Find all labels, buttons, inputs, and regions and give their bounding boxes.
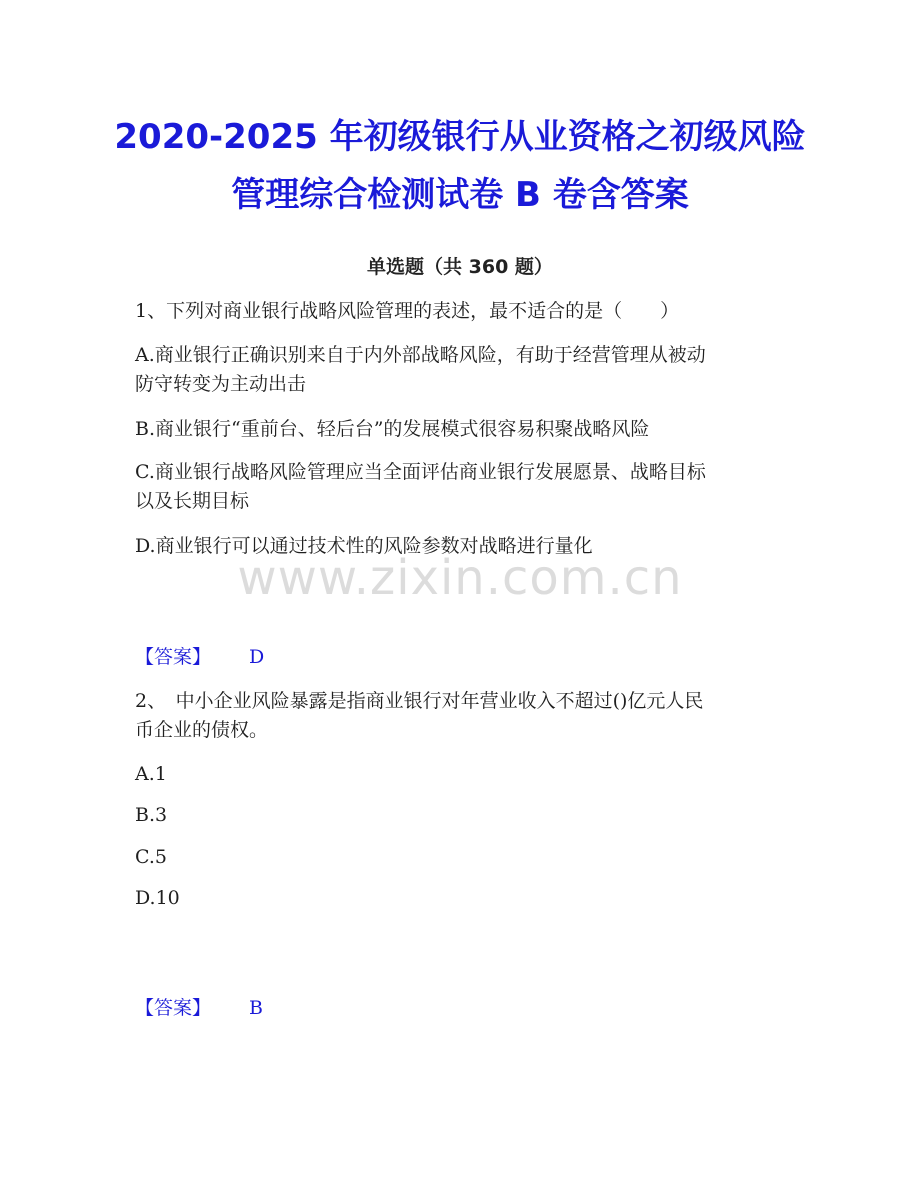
question-1-option-b: B.商业银行“重前台、轻后台”的发展模式很容易积聚战略风险: [135, 418, 650, 440]
document-title: 2020-2025 年初级银行从业资格之初级风险管理综合检测试卷 B 卷含答案: [114, 117, 806, 215]
question-1-option-a-line-1: A.商业银行正确识别来自于内外部战略风险，有助于经营管理从被动: [135, 344, 706, 366]
question-2-stem-line-1: 2、 中小企业风险暴露是指商业银行对年营业收入不超过()亿元人民: [135, 690, 704, 712]
question-2-option-b: B.3: [135, 804, 168, 826]
question-2-answer: [135, 994, 263, 1022]
question-1-answer: [135, 643, 265, 671]
question-2-stem-line-2: 币企业的债权。: [135, 719, 269, 741]
question-1-option-c-line-2: 以及长期目标: [135, 490, 250, 512]
answer-label: 【答案】: [135, 646, 212, 668]
answer-value: B: [249, 997, 263, 1019]
question-1-option-a-line-2: 防守转变为主动出击: [135, 373, 307, 395]
question-1-option-d: D.商业银行可以通过技术性的风险参数对战略进行量化: [135, 535, 593, 557]
question-2-option-a: A.1: [135, 763, 167, 785]
answer-value: D: [249, 646, 265, 668]
question-1-stem: 1、下列对商业银行战略风险管理的表述，最不适合的是（ ）: [135, 300, 680, 322]
question-2-option-d: D.10: [135, 887, 180, 909]
question-2-option-c: C.5: [135, 846, 167, 868]
question-1-option-c-line-1: C.商业银行战略风险管理应当全面评估商业银行发展愿景、战略目标: [135, 461, 706, 483]
watermark: www.zixin.com.cn: [237, 550, 683, 606]
answer-label: 【答案】: [135, 997, 212, 1019]
section-heading: 单选题（共 360 题）: [367, 256, 553, 278]
